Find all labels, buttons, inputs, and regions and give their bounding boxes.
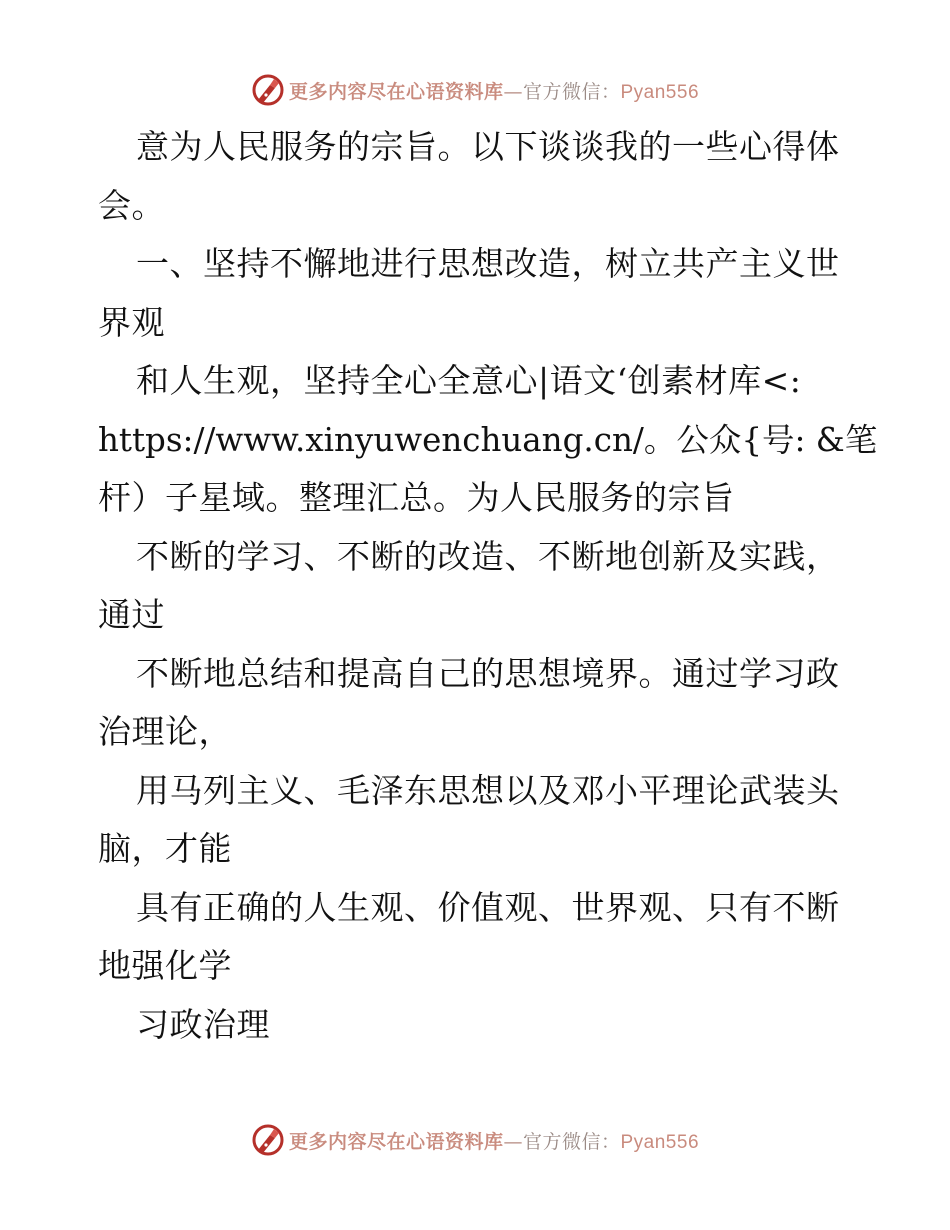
body-line-14: 具有正确的人生观、价值观、世界观、只有不断 bbox=[136, 887, 840, 927]
header-banner bbox=[0, 70, 950, 110]
body-line-url: https://www.xinyuwenchuang.cn/。公众{号: &笔 bbox=[98, 420, 878, 459]
body-line-2: 会。 bbox=[98, 185, 165, 225]
body-line-8: 不断的学习、不断的改造、不断地创新及实践， bbox=[136, 536, 840, 576]
pen-nib-logo-icon bbox=[251, 73, 285, 107]
footer-banner-separator: — bbox=[503, 1130, 523, 1153]
body-line-16: 习政治理 bbox=[136, 1004, 270, 1044]
footer-banner bbox=[0, 1120, 950, 1160]
header-banner-text bbox=[289, 77, 699, 104]
footer-banner-title: 更多内容尽在心语资料库 bbox=[288, 1130, 504, 1153]
body-line-5: 和人生观，坚持全心全意心|语文‘创素材库<: bbox=[136, 361, 802, 400]
body-line-11: 治理论， bbox=[98, 712, 232, 751]
body-line-1: 意为人民服务的宗旨。以下谈谈我的一些心得体 bbox=[136, 127, 840, 166]
body-line-9: 通过 bbox=[98, 595, 165, 634]
body-line-12: 用马列主义、毛泽东思想以及邓小平理论武装头 bbox=[136, 770, 840, 810]
header-banner-wechat-id: Pyan556 bbox=[620, 81, 700, 103]
body-line-10: 不断地总结和提高自己的思想境界。通过学习政 bbox=[136, 653, 840, 693]
body-line-13: 脑，才能 bbox=[98, 829, 232, 868]
document-body bbox=[98, 118, 878, 1054]
section-heading-line-2: 界观 bbox=[98, 302, 165, 342]
footer-banner-wechat-label: 官方微信： bbox=[522, 1130, 621, 1153]
section-heading-line-1: 一、坚持不懈地进行思想改造，树立共产主义世 bbox=[136, 244, 840, 283]
header-banner-title: 更多内容尽在心语资料库 bbox=[288, 80, 504, 103]
pen-nib-logo-icon bbox=[251, 1123, 285, 1157]
header-banner-wechat-label: 官方微信： bbox=[522, 80, 621, 103]
footer-banner-text bbox=[289, 1127, 699, 1154]
header-banner-separator: — bbox=[503, 80, 523, 103]
body-line-15: 地强化学 bbox=[98, 946, 232, 985]
body-line-7: 杆）子星域。整理汇总。为人民服务的宗旨 bbox=[98, 478, 735, 517]
footer-banner-wechat-id: Pyan556 bbox=[620, 1131, 700, 1153]
